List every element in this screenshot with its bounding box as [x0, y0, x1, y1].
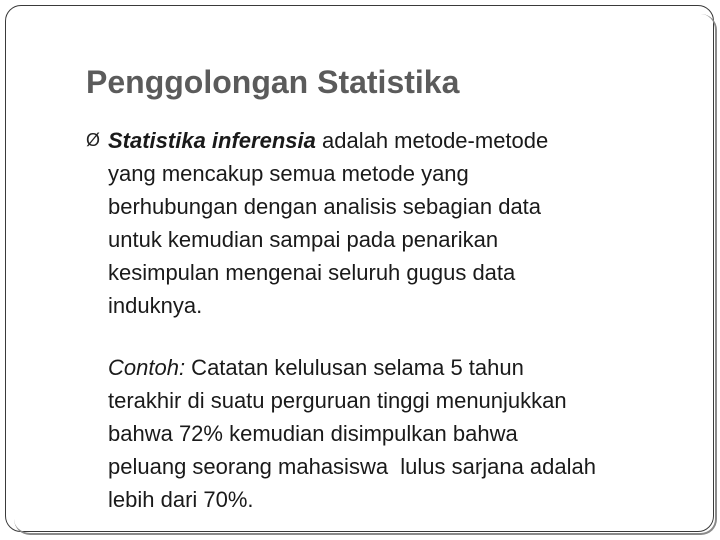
bullet-line: kesimpulan mengenai seluruh gugus data — [108, 260, 516, 285]
bullet-line: induknya. — [108, 293, 203, 318]
example-line: peluang seorang mahasiswa lulus sarjana adalah — [108, 454, 596, 479]
bullet-line: untuk kemudian sampai pada penarikan — [108, 227, 499, 252]
example-line — [108, 351, 698, 384]
bullet-line-text: adalah metode-metode — [315, 128, 549, 153]
bullet-text — [108, 124, 678, 322]
bullet-line: yang mencakup semua metode yang — [108, 161, 469, 186]
slide-title: Penggolongan Statistika — [86, 64, 460, 100]
example-line: lebih dari 70%. — [108, 487, 254, 512]
example-line-text: Catatan kelulusan selama 5 tahun — [185, 355, 524, 380]
arrow-bullet-icon: Ø — [86, 130, 101, 150]
bullet-term: Statistika inferensia — [108, 128, 316, 153]
bullet-item — [86, 124, 686, 322]
example-line: bahwa 72% kemudian disimpulkan bahwa — [108, 421, 518, 446]
example-label: Contoh: — [108, 355, 186, 380]
bullet-line: berhubungan dengan analisis sebagian data — [108, 194, 542, 219]
example-line: terakhir di suatu perguruan tinggi menunjukkan — [108, 388, 567, 413]
bullet-line — [108, 124, 678, 157]
example-paragraph — [108, 351, 698, 516]
slide-frame — [5, 5, 714, 532]
